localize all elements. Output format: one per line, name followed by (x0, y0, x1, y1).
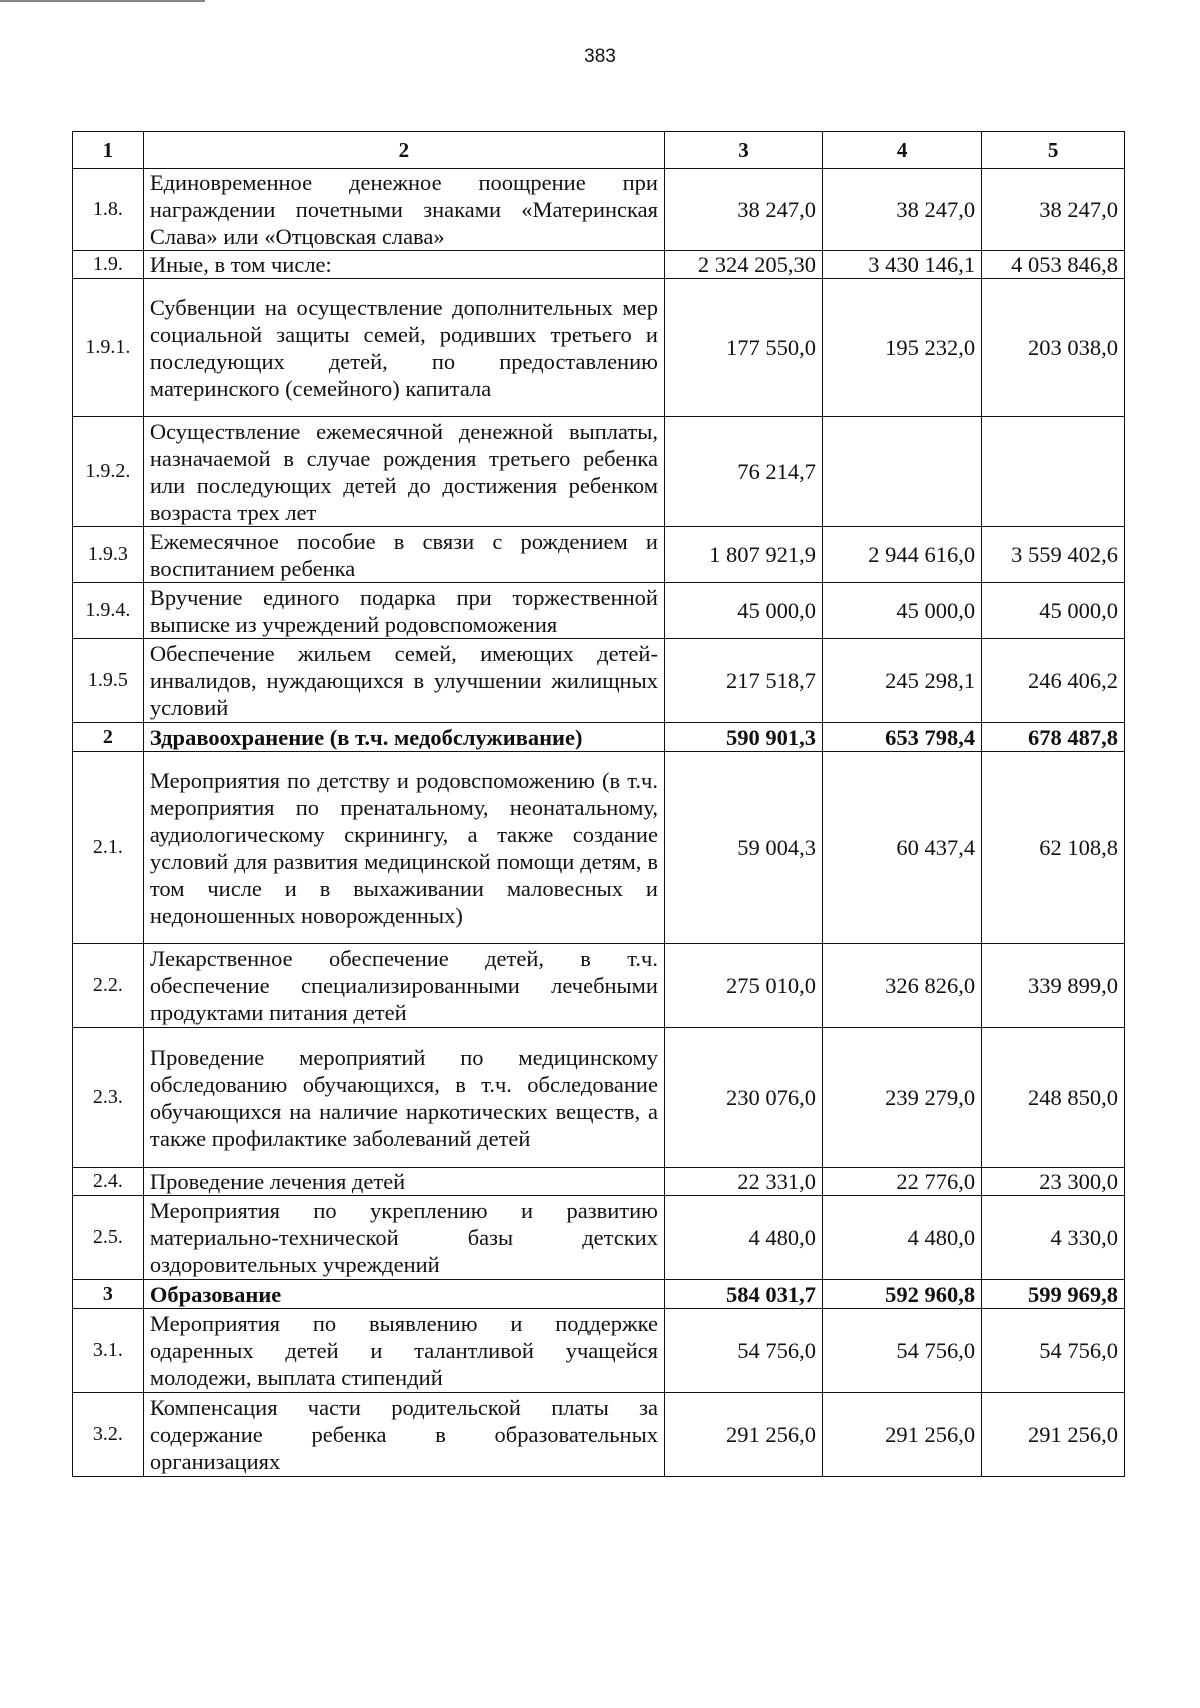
row-value-col3: 54 756,0 (664, 1309, 822, 1393)
row-description: Единовременное денежное поощрение при награждении почетными знаками «Материнская Слава» или «Отцовская слава» (143, 169, 664, 251)
row-description: Проведение мероприятий по медицинскому обследованию обучающихся, в т.ч. обследование обучающихся на наличие наркотических веществ, а также профилактике заболеваний детей (143, 1028, 664, 1168)
row-value-col3: 4 480,0 (664, 1196, 822, 1280)
row-value-col4: 22 776,0 (823, 1168, 982, 1196)
row-value-col3: 1 807 921,9 (664, 527, 822, 583)
header-col-3: 3 (664, 132, 822, 169)
section-number: 3 (73, 1280, 144, 1309)
row-value-col4: 2 944 616,0 (823, 527, 982, 583)
row-number: 2.1. (73, 752, 144, 944)
section-row-education (73, 1280, 1125, 1309)
row-description: Компенсация части родительской платы за содержание ребенка в образовательных организациях (143, 1393, 664, 1477)
row-description: Мероприятия по укреплению и развитию материально-технической базы детских оздоровительных учреждений (143, 1196, 664, 1280)
section-value-col4: 592 960,8 (823, 1280, 982, 1309)
row-value-col5: 62 108,8 (982, 752, 1125, 944)
row-description: Ежемесячное пособие в связи с рождением и воспитанием ребенка (143, 527, 664, 583)
row-value-col3: 177 550,0 (664, 279, 822, 417)
row-value-col4: 3 430 146,1 (823, 251, 982, 279)
row-description: Осуществление ежемесячной денежной выплаты, назначаемой в случае рождения третьего ребенка или последующих детей до достижения ребенком возраста трех лет (143, 417, 664, 527)
row-value-col5: 4 330,0 (982, 1196, 1125, 1280)
row-value-col5: 248 850,0 (982, 1028, 1125, 1168)
row-value-col3: 291 256,0 (664, 1393, 822, 1477)
row-value-col4: 54 756,0 (823, 1309, 982, 1393)
row-value-col5: 3 559 402,6 (982, 527, 1125, 583)
row-value-col5 (982, 417, 1125, 527)
budget-table (72, 131, 1125, 1477)
row-value-col5: 4 053 846,8 (982, 251, 1125, 279)
table-row (73, 1196, 1125, 1280)
row-number: 1.9.3 (73, 527, 144, 583)
table-header-row (73, 132, 1125, 169)
row-value-col4: 60 437,4 (823, 752, 982, 944)
row-description: Проведение лечения детей (143, 1168, 664, 1196)
header-col-4: 4 (823, 132, 982, 169)
row-number: 1.9. (73, 251, 144, 279)
row-value-col5: 38 247,0 (982, 169, 1125, 251)
row-description: Вручение единого подарка при торжественной выписке из учреждений родовспоможения (143, 583, 664, 639)
row-value-col3: 45 000,0 (664, 583, 822, 639)
row-description: Обеспечение жильем семей, имеющих детей-инвалидов, нуждающихся в улучшении жилищных условий (143, 639, 664, 723)
row-description: Субвенции на осуществление дополнительных мер социальной защиты семей, родивших третьего и последующих детей, по предоставлению материнского (семейного) капитала (143, 279, 664, 417)
section-value-col3: 584 031,7 (664, 1280, 822, 1309)
row-value-col5: 291 256,0 (982, 1393, 1125, 1477)
header-col-1: 1 (73, 132, 144, 169)
row-value-col5: 45 000,0 (982, 583, 1125, 639)
row-value-col4: 45 000,0 (823, 583, 982, 639)
row-number: 2.3. (73, 1028, 144, 1168)
row-value-col5: 23 300,0 (982, 1168, 1125, 1196)
page-number: 383 (584, 46, 616, 67)
row-value-col4: 195 232,0 (823, 279, 982, 417)
row-number: 1.8. (73, 169, 144, 251)
table-row (73, 1168, 1125, 1196)
row-value-col4: 239 279,0 (823, 1028, 982, 1168)
section-number: 2 (73, 723, 144, 752)
header-col-2: 2 (143, 132, 664, 169)
row-value-col4: 291 256,0 (823, 1393, 982, 1477)
row-number: 1.9.4. (73, 583, 144, 639)
row-value-col3: 2 324 205,30 (664, 251, 822, 279)
table-row (73, 1393, 1125, 1477)
row-value-col3: 22 331,0 (664, 1168, 822, 1196)
row-value-col4 (823, 417, 982, 527)
row-value-col3: 275 010,0 (664, 944, 822, 1028)
table-row (73, 583, 1125, 639)
row-value-col3: 59 004,3 (664, 752, 822, 944)
row-description: Мероприятия по детству и родовспоможению (в т.ч. мероприятия по пренатальному, неонатальному, аудиологическому скринингу, а также создание условий для развития медицинской помощи детям, в том числе и в выхаживании маловесных и недоношенных новорожденных) (143, 752, 664, 944)
section-row-healthcare (73, 723, 1125, 752)
row-number: 3.2. (73, 1393, 144, 1477)
header-col-5: 5 (982, 132, 1125, 169)
row-value-col4: 245 298,1 (823, 639, 982, 723)
row-value-col3: 76 214,7 (664, 417, 822, 527)
row-value-col4: 38 247,0 (823, 169, 982, 251)
row-description: Лекарственное обеспечение детей, в т.ч. обеспечение специализированными лечебными продуктами питания детей (143, 944, 664, 1028)
row-value-col3: 230 076,0 (664, 1028, 822, 1168)
row-description: Иные, в том числе: (143, 251, 664, 279)
row-number: 2.2. (73, 944, 144, 1028)
table-row (73, 752, 1125, 944)
table-row (73, 527, 1125, 583)
table-row (73, 279, 1125, 417)
row-value-col4: 326 826,0 (823, 944, 982, 1028)
table-row (73, 1309, 1125, 1393)
row-value-col5: 54 756,0 (982, 1309, 1125, 1393)
row-value-col3: 217 518,7 (664, 639, 822, 723)
section-value-col3: 590 901,3 (664, 723, 822, 752)
row-number: 1.9.1. (73, 279, 144, 417)
section-value-col5: 678 487,8 (982, 723, 1125, 752)
row-value-col5: 339 899,0 (982, 944, 1125, 1028)
row-value-col3: 38 247,0 (664, 169, 822, 251)
row-number: 1.9.2. (73, 417, 144, 527)
table-row (73, 639, 1125, 723)
table-row (73, 417, 1125, 527)
row-value-col5: 203 038,0 (982, 279, 1125, 417)
section-value-col4: 653 798,4 (823, 723, 982, 752)
row-description: Мероприятия по выявлению и поддержке одаренных детей и талантливой учащейся молодежи, выплата стипендий (143, 1309, 664, 1393)
section-title: Здравоохранение (в т.ч. медобслуживание) (143, 723, 664, 752)
row-number: 3.1. (73, 1309, 144, 1393)
table-row (73, 251, 1125, 279)
section-title: Образование (143, 1280, 664, 1309)
table-row (73, 169, 1125, 251)
row-number: 2.4. (73, 1168, 144, 1196)
scan-edge-line (0, 0, 205, 2)
row-number: 2.5. (73, 1196, 144, 1280)
table-row (73, 1028, 1125, 1168)
section-value-col5: 599 969,8 (982, 1280, 1125, 1309)
row-value-col4: 4 480,0 (823, 1196, 982, 1280)
row-value-col5: 246 406,2 (982, 639, 1125, 723)
row-number: 1.9.5 (73, 639, 144, 723)
table-row (73, 944, 1125, 1028)
